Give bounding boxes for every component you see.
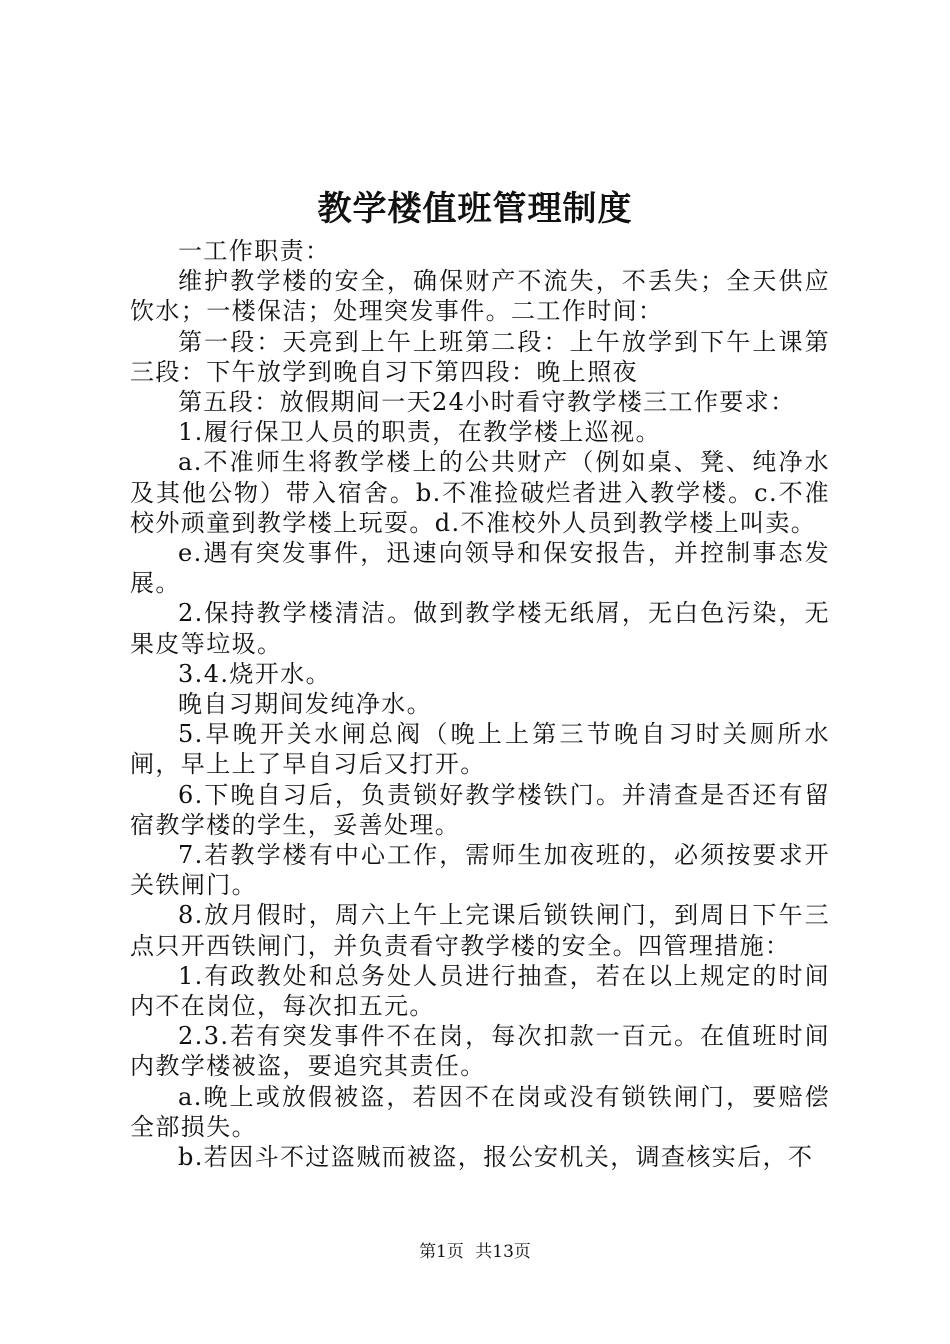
paragraph: 3.4.烧开水。 xyxy=(178,659,331,688)
paragraph: a.晚上或放假被盗，若因不在岗或没有锁铁闸门，要赔偿全部损失。 xyxy=(130,1082,830,1141)
paragraph: 8.放月假时，周六上午上完课后锁铁闸门，到周日下午三点只开西铁闸门，并负责看守教学楼的安全。四管理措施： xyxy=(130,901,830,960)
paragraph: 一工作职责： xyxy=(178,237,331,265)
page-footer xyxy=(0,1240,950,1264)
paragraph: 5.早晚开关水闸总阀（晚上上第三节晚自习时关厕所水闸，早上上了早自习后又打开。 xyxy=(130,720,830,779)
paragraph: e.遇有突发事件，迅速向领导和保安报告，并控制事态发展。 xyxy=(130,539,830,598)
paragraph: 第五段：放假期间一天24小时看守教学楼三工作要求： xyxy=(178,388,796,417)
page-number: 第1页 xyxy=(419,1242,464,1262)
paragraph: 6.下晚自习后，负责锁好教学楼铁门。并清查是否还有留宿教学楼的学生，妥善处理。 xyxy=(130,780,830,839)
paragraph: 7.若教学楼有中心工作，需师生加夜班的，必须按要求开关铁闸门。 xyxy=(130,841,830,900)
paragraph: 1.有政教处和总务处人员进行抽查，若在以上规定的时间内不在岗位，每次扣五元。 xyxy=(130,961,830,1021)
paragraph: 1.履行保卫人员的职责，在教学楼上巡视。 xyxy=(178,418,661,447)
paragraph: a.不准师生将教学楼上的公共财产（例如桌、凳、纯净水及其他公物）带入宿舍。b.不准捡破烂者进入教学楼。c.不准校外顽童到教学楼上玩耍。d.不准校外人员到教学楼上叫卖。 xyxy=(130,448,830,537)
paragraph: 2.3.若有突发事件不在岗，每次扣款一百元。在值班时间内教学楼被盗，要追究其责任。 xyxy=(130,1022,830,1081)
document-body xyxy=(130,236,830,1172)
paragraph: 第一段：天亮到上午上班第二段：上午放学到下午上课第三段：下午放学到晚自习下第四段：晚上照夜 xyxy=(130,327,830,386)
paragraph: 维护教学楼的安全，确保财产不流失，不丢失；全天供应饮水；一楼保洁；处理突发事件。二工作时间： xyxy=(130,267,830,326)
document-title: 教学楼值班管理制度 xyxy=(317,189,633,229)
paragraph: 2.保持教学楼清洁。做到教学楼无纸屑，无白色污染，无果皮等垃圾。 xyxy=(130,599,830,658)
paragraph: b.若因斗不过盗贼而被盗，报公安机关，调查核实后，不 xyxy=(178,1143,814,1172)
paragraph: 晚自习期间发纯净水。 xyxy=(178,690,432,719)
page-total: 共13页 xyxy=(475,1242,531,1262)
